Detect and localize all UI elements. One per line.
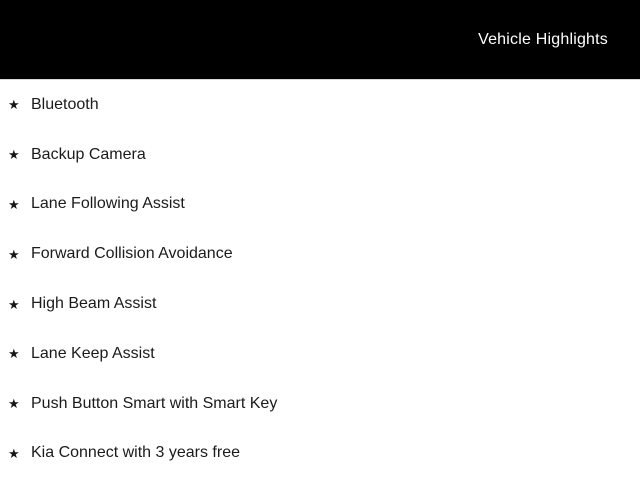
star-icon: ★	[8, 97, 20, 113]
highlight-item	[0, 229, 640, 279]
header-bar	[0, 0, 640, 80]
star-icon: ★	[8, 147, 20, 163]
highlight-label: Lane Keep Assist	[31, 344, 155, 362]
highlight-item	[0, 279, 640, 329]
highlight-item	[0, 329, 640, 379]
highlight-item	[0, 180, 640, 230]
highlight-item	[0, 429, 640, 479]
star-icon: ★	[8, 445, 20, 461]
highlight-item	[0, 80, 640, 130]
highlight-item	[0, 379, 640, 429]
highlight-label: Backup Camera	[31, 145, 146, 163]
star-icon: ★	[8, 196, 20, 212]
star-icon: ★	[8, 296, 20, 312]
highlight-label: Kia Connect with 3 years free	[31, 444, 240, 462]
highlight-list	[0, 80, 640, 478]
star-icon: ★	[8, 396, 20, 412]
highlight-label: Push Button Smart with Smart Key	[31, 394, 278, 412]
star-icon: ★	[8, 246, 20, 262]
star-icon: ★	[8, 346, 20, 362]
highlight-label: Forward Collision Avoidance	[31, 245, 233, 263]
highlight-label: Bluetooth	[31, 95, 99, 113]
page-title: Vehicle Highlights	[478, 30, 608, 48]
highlight-item	[0, 130, 640, 180]
highlight-label: High Beam Assist	[31, 295, 157, 313]
highlight-label: Lane Following Assist	[31, 195, 185, 213]
